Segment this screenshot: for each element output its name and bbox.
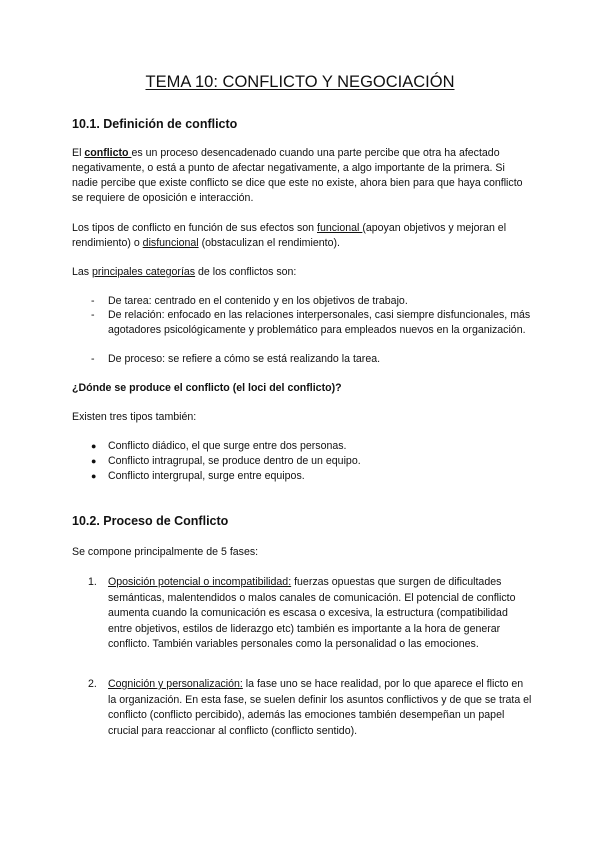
list-item-loci <box>91 454 533 469</box>
list-item-text: Conflicto diádico, el que surge entre dos personas. <box>108 440 347 452</box>
text: es un proceso desencadenado cuando una parte percibe que otra ha afectado negativamente, o está a punto de afectar negativamente, a algo importante de la primera. Si nadie percibe que existe conflicto se dice que este no existe, ahora bien para que haya conflicto se requiere de oposición e interacción. <box>72 147 523 204</box>
text: de los conflictos son: <box>195 266 297 278</box>
paragraph-types <box>72 221 532 251</box>
list-number: 1. <box>88 576 97 588</box>
term-disfuncional: disfuncional <box>142 237 199 249</box>
list-item-text: De relación: enfocado en las relaciones interpersonales, casi siempre disfuncionales, más agotadores psicológicamente y problemático para empleados nuevos en la organización. <box>108 309 531 336</box>
list-item-text: Conflicto intergrupal, surge entre equipos. <box>108 470 305 482</box>
term-conflicto: conflicto <box>84 147 132 159</box>
phase-text: la fase uno se hace realidad, por lo que aparece el flicto en la organización. En esta fase, se suelen definir los asuntos conflictivos y de que se trata el conflicto (conflicto percibido), además las emociones también desempeñan un papel crucial para reaccionar al conflicto (conflicto sentido). <box>108 678 532 737</box>
bullet-marker: ● <box>91 471 97 481</box>
phase-text: fuerzas opuestas que surgen de dificultades semánticas, malentendidos o malos canales de comunicación. El potencial de conflicto aumenta cuando la comunicación es escasa o excesiva, la estructura (compatibilidad entre objetivos, estilos de liderazgo etc) también es importante a la hora de generar conflicto. También variables personales como la personalidad o las emociones. <box>108 576 516 650</box>
subheading-loci: ¿Dónde se produce el conflicto (el loci del conflicto)? <box>72 382 342 394</box>
dash-marker: - <box>91 353 95 365</box>
paragraph-definition <box>72 146 532 206</box>
section-heading-process: 10.2. Proceso de Conflicto <box>72 514 229 528</box>
term-funcional: funcional <box>317 222 363 234</box>
text: Los tipos de conflicto en función de sus efectos son <box>72 222 317 234</box>
bullet-marker: ● <box>91 456 97 466</box>
list-item-loci <box>91 469 533 484</box>
term-principales-categorias: principales categorías <box>92 266 196 278</box>
paragraph-process-intro: Se compone principalmente de 5 fases: <box>72 546 259 558</box>
phase-term: Cognición y personalización: <box>108 678 243 690</box>
paragraph-categories-intro <box>72 265 532 280</box>
list-item-phase <box>88 677 533 739</box>
list-item-text: De proceso: se refiere a cómo se está realizando la tarea. <box>108 353 381 365</box>
list-item-phase <box>88 575 533 653</box>
list-item-category <box>91 352 533 367</box>
page-title: TEMA 10: CONFLICTO Y NEGOCIACIÓN <box>145 73 455 91</box>
dash-marker: - <box>91 295 95 307</box>
list-item-category <box>91 294 533 309</box>
list-item-category <box>91 308 533 337</box>
list-item-loci <box>91 439 533 454</box>
dash-marker: - <box>91 309 95 321</box>
list-item-text: De tarea: centrado en el contenido y en los objetivos de trabajo. <box>108 295 408 307</box>
section-heading-definition: 10.1. Definición de conflicto <box>72 117 238 131</box>
paragraph-loci-intro: Existen tres tipos también: <box>72 411 197 423</box>
text: (obstaculizan el rendimiento). <box>198 237 340 249</box>
list-number: 2. <box>88 678 97 690</box>
text: (apoyan objetivos y mejoran el rendimiento) o <box>72 222 507 249</box>
phase-term: Oposición potencial o incompatibilidad: <box>108 576 292 588</box>
text: El <box>72 147 85 159</box>
list-item-text: Conflicto intragrupal, se produce dentro de un equipo. <box>108 455 361 467</box>
bullet-marker: ● <box>91 441 97 451</box>
text: Las <box>72 266 93 278</box>
